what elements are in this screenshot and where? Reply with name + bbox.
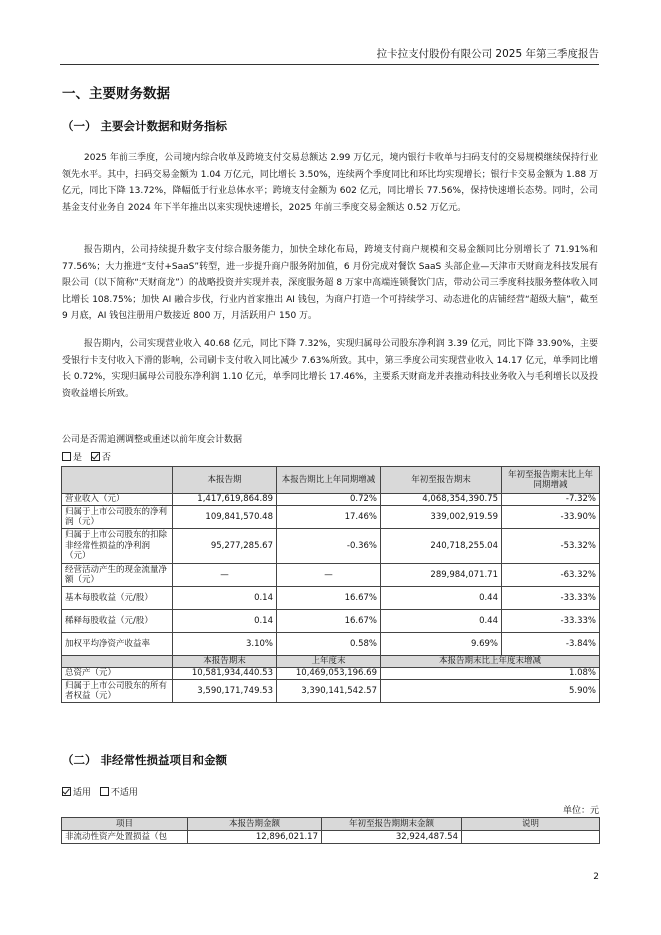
table-header-cell: 年初至报告期末比上年同期增减 [502,467,600,494]
cell-value: -63.32% [502,564,600,587]
cell-value: 3.10% [173,633,277,656]
restate-no-label: 否 [101,453,111,463]
table-row [62,680,600,703]
cell-value: 16.67% [277,610,381,633]
table-header-cell: 本报告期末 [173,656,277,668]
cell-value [462,831,600,844]
table-header-cell: 本报告期金额 [188,818,322,831]
cell-value: 4,068,354,390.75 [381,494,502,506]
checkbox-applicable-checked [62,787,71,796]
subsection-title-non-recurring: （二） 非经常性损益项目和金额 [62,753,228,767]
checkbox-yes [62,452,71,461]
cell-value: -7.32% [502,494,600,506]
table-header-cell: 本报告期 [173,467,277,494]
cell-value: -3.84% [502,633,600,656]
table-header-cell: 本报告期末比上年度末增减 [381,656,600,668]
table-row [62,587,600,610]
table-header-cell: 项目 [62,818,188,831]
cell-value: 32,924,487.54 [322,831,462,844]
cell-value: 109,841,570.48 [173,506,277,529]
paragraph-revenue-profit: 报告期内，公司实现营业收入 40.68 亿元，同比下降 7.32%，实现归属母公司股东净利润 3.39 亿元，同比下降 33.90%，主要受银行卡支付收入下滑的影响，公司刷卡支付收入同比减少 7.63%所致。其中，第三季度公司实现营业收入 14.17 亿元，单季同比增长 0.72%，实现归属母公司股东净利润 1.10 亿元，单季同比增长 17.46%，主要系天财商龙并表推动科技业务收入与毛利增长以及投资收益增长所致。 [62,339,598,399]
checkbox-no-checked [91,452,100,461]
restate-yes-label: 是 [73,453,83,463]
table-row [62,529,600,564]
cell-value: 0.72% [277,494,381,506]
subsection-title-accounting-data: （一） 主要会计数据和财务指标 [62,119,228,133]
cell-value: -33.33% [502,587,600,610]
cell-value: 17.46% [277,506,381,529]
table-row [62,668,600,680]
cell-value: 339,002,919.59 [381,506,502,529]
page-number: 2 [593,872,599,882]
table-row [62,831,600,844]
paragraph-transaction-volume: 2025 年前三季度，公司境内综合收单及跨境支付交易总额达 2.99 万亿元，境内银行卡收单与扫码支付的交易规模继续保持行业领先水平。其中，扫码交易金额为 1.04 万亿元，同比增长 3.50%，连续两个季度同比和环比均实现增长；银行卡交易金额为 1.88 万亿元，同比下降 13.72%，降幅低于行业总体水平；跨境支付金额为 602 亿元，同比增长 77.56%，保持快速增长态势。同时，公司基金支付业务自 2024 年下半年推出以来实现快速增长，2025 年前三季度交易金额达 0.52 万亿元。 [62,153,598,213]
table-header-cell: 本报告期比上年同期增减 [277,467,381,494]
table-row [62,494,600,506]
row-label: 经营活动产生的现金流量净额（元） [62,564,173,587]
cell-value: 95,277,285.67 [173,529,277,564]
applicable-label: 适用 [73,788,92,798]
cell-value: -53.32% [502,529,600,564]
table-header-cell: 上年度末 [277,656,381,668]
key-financial-table [61,466,600,703]
table-row [62,564,600,587]
cell-value: 1,417,619,864.89 [173,494,277,506]
cell-value: 0.58% [277,633,381,656]
report-title: 拉卡拉支付股份有限公司 2025 年第三季度报告 [376,48,599,60]
cell-value: 0.14 [173,587,277,610]
applicable-options [62,785,138,798]
checkbox-not-applicable [100,787,109,796]
cell-value: 0.44 [381,587,502,610]
table-header-row [62,467,600,494]
cell-value: 3,590,171,749.53 [173,680,277,703]
section-title-financial-data: 一、主要财务数据 [62,86,170,102]
row-label: 稀释每股收益（元/股） [62,610,173,633]
row-label: 基本每股收益（元/股） [62,587,173,610]
row-label: 总资产（元） [62,668,173,680]
row-label: 归属于上市公司股东的扣除非经常性损益的净利润（元） [62,529,173,564]
row-label: 加权平均净资产收益率 [62,633,173,656]
row-label: 归属于上市公司股东的所有者权益（元） [62,680,173,703]
paragraph-business-progress: 报告期内，公司持续提升数字支付综合服务能力，加快全球化布局，跨境支付商户规模和交易金额同比分别增长了 71.91%和 77.56%；大力推进“支付+SaaS”转型，进一步提升商户服务附加值，6 月份完成对餐饮 SaaS 头部企业—天津市天财商龙科技发展有限公司（以下简称“天财商龙”）的战略投资并实现并表，深度服务超 8 万家中高端连锁餐饮门店，带动公司三季度科技服务整体收入同比增长 108.75%；加快 AI 融合步伐，行业内首家推出 AI 钱包，为商户打造一个可持续学习、动态进化的店铺经营“超级大脑”，截至 9 月底，AI 钱包注册用户数接近 800 万，月活跃用户 150 万。 [62,245,598,321]
cell-value: 5.90% [381,680,600,703]
cell-value: 10,581,934,440.53 [173,668,277,680]
cell-value: 289,984,071.71 [381,564,502,587]
table-subheader-row [62,656,600,668]
non-recurring-table [61,817,600,844]
restate-question: 公司是否需追溯调整或重述以前年度会计数据 [62,435,243,445]
cell-value: -0.36% [277,529,381,564]
table-header-cell: 说明 [462,818,600,831]
cell-value: — [277,564,381,587]
row-label: 归属于上市公司股东的净利润（元） [62,506,173,529]
cell-value: 0.44 [381,610,502,633]
cell-value: 0.14 [173,610,277,633]
table-row [62,506,600,529]
cell-value: 240,718,255.04 [381,529,502,564]
not-applicable-label: 不适用 [110,788,138,798]
table-header-cell [62,656,173,668]
unit-label: 单位：元 [562,806,599,816]
cell-value: 16.67% [277,587,381,610]
row-label: 非流动性资产处置损益（包 [62,831,188,844]
restate-options [62,450,111,463]
table-header-row [62,818,600,831]
table-header-cell [62,467,173,494]
cell-value: 1.08% [381,668,600,680]
cell-value: -33.33% [502,610,600,633]
page-header [60,44,599,65]
cell-value: 3,390,141,542.57 [277,680,381,703]
row-label: 营业收入（元） [62,494,173,506]
table-header-cell: 年初至报告期期末金额 [322,818,462,831]
cell-value: 12,896,021.17 [188,831,322,844]
cell-value: — [173,564,277,587]
cell-value: -33.90% [502,506,600,529]
cell-value: 10,469,053,196.69 [277,668,381,680]
table-row [62,610,600,633]
table-row [62,633,600,656]
table-header-cell: 年初至报告期末 [381,467,502,494]
cell-value: 9.69% [381,633,502,656]
